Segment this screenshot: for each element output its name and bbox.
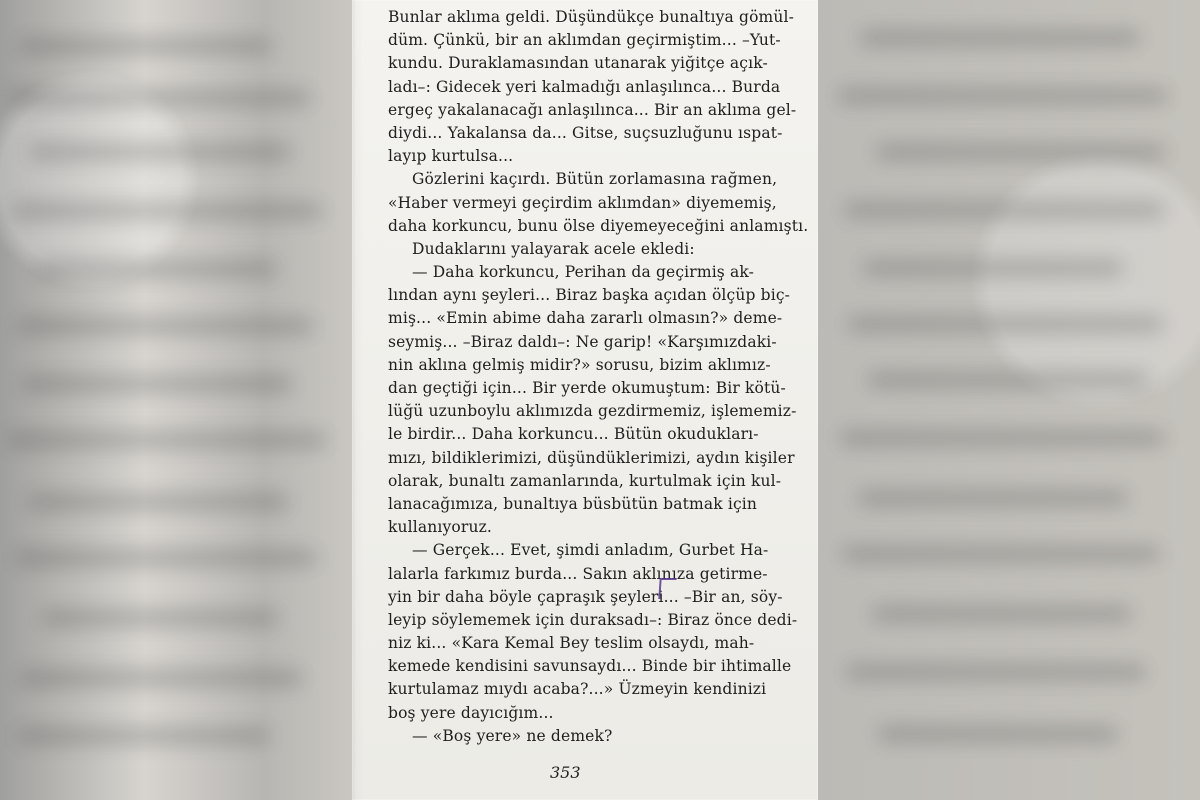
text-line: lanacağımıza, bunaltıya büsbütün batmak için [388,494,758,513]
text-line: «Haber vermeyi geçirdim aklımdan» diyememiş, [388,193,777,212]
text-line: — Gerçek... Evet, şimdi anladım, Gurbet Ha- [412,541,769,560]
text-line: boş yere dayıcığım... [388,703,554,722]
text-line: lüğü uzunboylu aklımızda gezdirmemiz, işlememiz- [388,402,797,421]
text-line: Dudaklarını yalayarak acele ekledi: [412,239,695,258]
page-number: 353 [550,763,581,782]
pen-mark [658,578,676,599]
text-line: seymiş... –Biraz daldı–: Ne garip! «Karşımızdaki- [388,332,777,351]
text-line: layıp kurtulsa... [388,147,514,166]
text-line: ladı–: Gidecek yeri kalmadığı anlaşılınca... Burda [388,77,781,96]
book-page [352,0,818,800]
text-line: yin bir daha böyle çapraşık şeyleri... –Bir an, söy- [388,587,783,606]
text-line: kundu. Duraklamasından utanarak yiğitçe açık- [388,54,768,73]
blurred-left-page [0,0,352,800]
text-line: lından aynı şeyleri... Biraz başka açıdan ölçüp biç- [388,286,791,305]
text-line: olarak, bunaltı zamanlarında, kurtulmak için kul- [388,471,782,490]
text-line: niz ki... «Kara Kemal Bey teslim olsaydı, mah- [388,634,755,653]
text-line: — Daha korkuncu, Perihan da geçirmiş ak- [412,263,755,282]
text-line: kurtulamaz mıydı acaba?...» Üzmeyin kendinizi [388,680,767,699]
text-line: ergeç yakalanacağı anlaşılınca... Bir an aklıma gel- [388,100,797,119]
text-line: diydi... Yakalansa da... Gitse, suçsuzluğunu ıspat- [388,123,783,142]
text-line: Gözlerini kaçırdı. Bütün zorlamasına rağmen, [412,170,778,189]
text-line: le birdir... Daha korkuncu... Bütün okudukları- [388,425,759,444]
text-line: lalarla farkımız burda... Sakın aklınıza getirme- [388,564,768,583]
text-line: daha korkuncu, bunu ölse diyemeyeceğini anlamıştı. [388,216,809,235]
text-line: leyip söylememek için duraksadı–: Biraz önce dedi- [388,610,798,629]
text-line: kemede kendisini savunsaydı... Binde bir ihtimalle [388,657,792,676]
text-line: Bunlar aklıma geldi. Düşündükçe bunaltıya gömül- [388,8,795,26]
text-line: kullanıyoruz. [388,518,492,537]
blurred-right-page [818,0,1200,800]
page-text [388,6,818,748]
text-line: — «Boş yere» ne demek? [412,726,613,745]
text-line: nin aklına gelmiş midir?» sorusu, bizim aklımız- [388,355,771,374]
text-line: düm. Çünkü, bir an aklımdan geçirmiştim... –Yut- [388,31,781,50]
text-line: mızı, bildiklerimizi, düşündüklerimizi, aydın kişiler [388,448,795,467]
text-line: dan geçtiği için... Bir yerde okumuştum: Bir kötü- [388,379,786,397]
text-line: miş... «Emin abime daha zararlı olmasın?» deme- [388,309,783,328]
